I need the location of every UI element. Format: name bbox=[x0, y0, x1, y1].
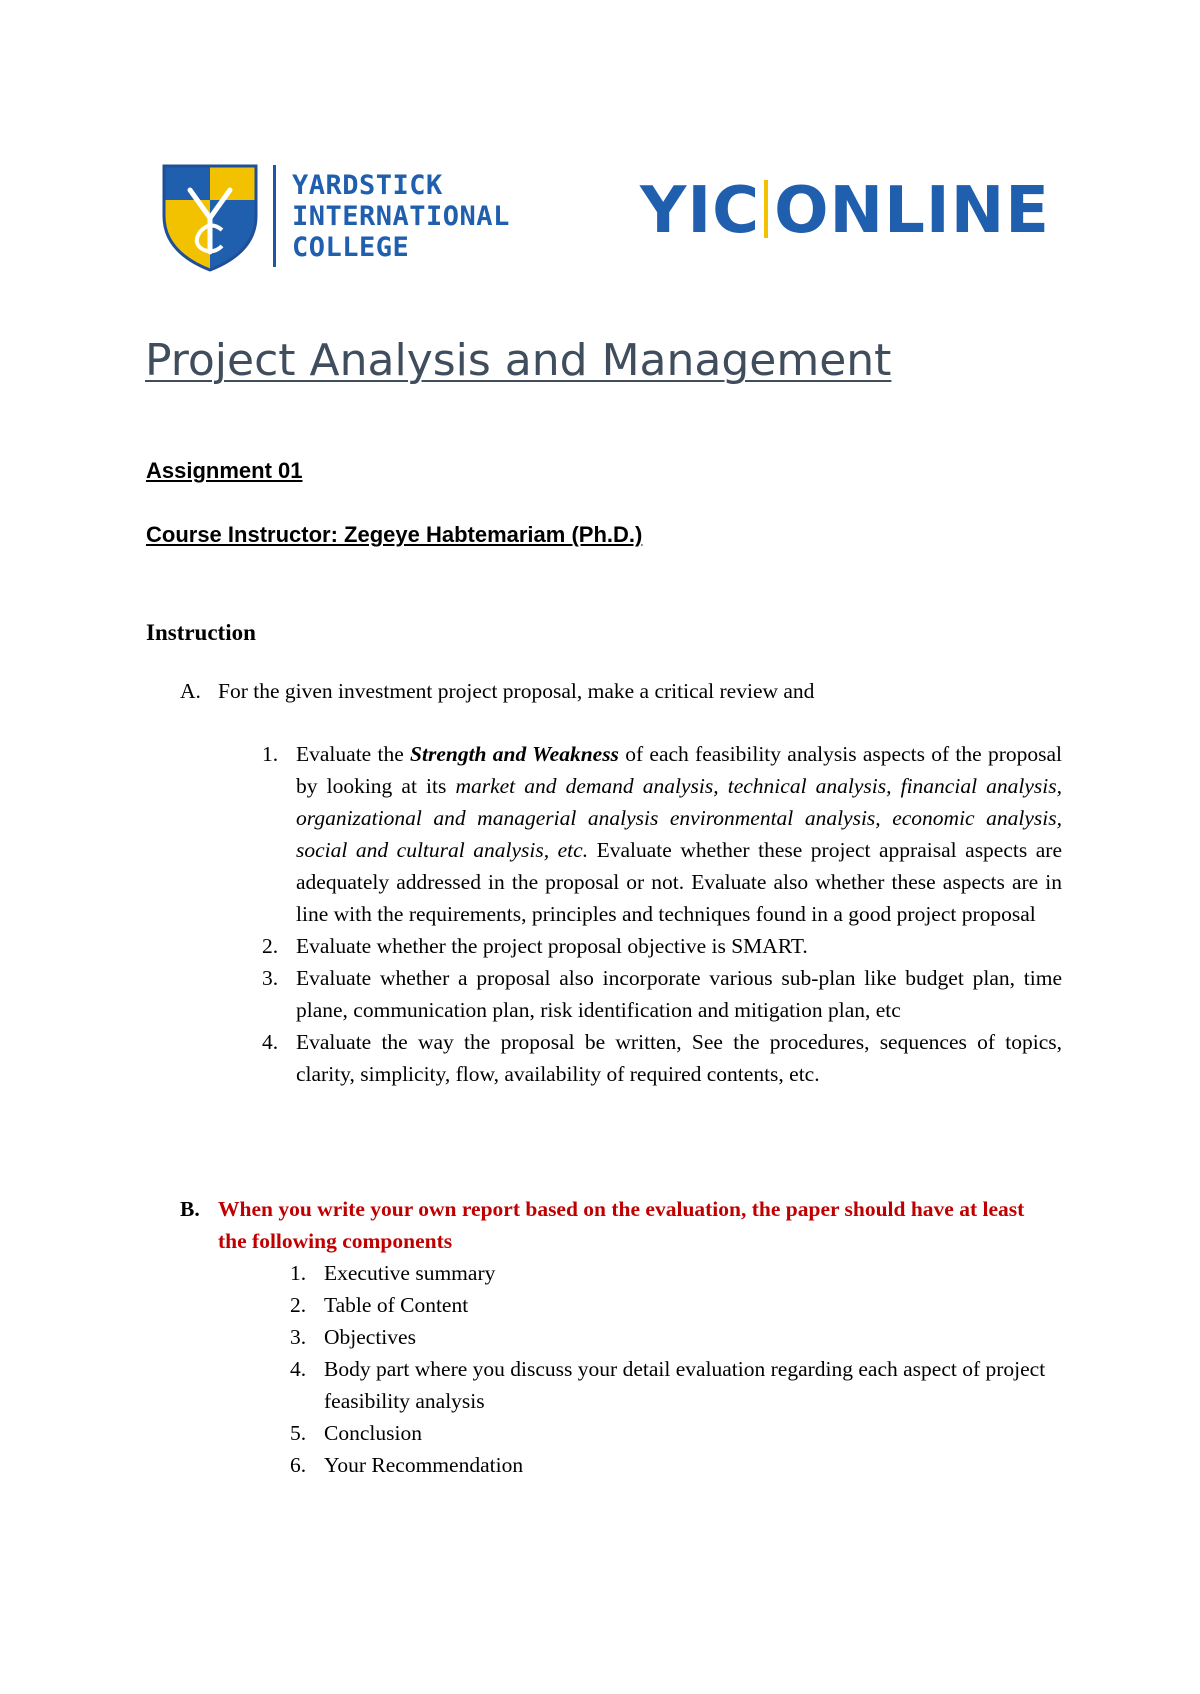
item-text: Table of Content bbox=[324, 1293, 469, 1317]
list-item bbox=[290, 1257, 1050, 1289]
item-text: Body part where you discuss your detail evaluation regarding each aspect of project feasibility analysis bbox=[324, 1357, 1046, 1413]
item-text: Objectives bbox=[324, 1325, 416, 1349]
college-name-line: COLLEGE bbox=[292, 232, 410, 263]
list-item bbox=[262, 962, 1062, 1026]
list-number: 2. bbox=[290, 1293, 307, 1317]
list-number: 1. bbox=[262, 742, 279, 766]
item-text: Conclusion bbox=[324, 1421, 422, 1445]
item-emphasis: Strength and Weakness bbox=[410, 742, 619, 766]
list-number: 2. bbox=[262, 934, 279, 958]
yic-online-logo bbox=[640, 176, 1050, 246]
item-text: Evaluate whether the project proposal objective is SMART. bbox=[296, 934, 808, 958]
brand-left: YIC bbox=[640, 174, 761, 248]
brand-right: ONLINE bbox=[774, 174, 1050, 248]
college-name bbox=[292, 170, 510, 263]
instruction-heading: Instruction bbox=[146, 620, 256, 645]
assignment-label: Assignment 01 bbox=[146, 458, 303, 483]
item-text: Evaluate the bbox=[296, 742, 411, 766]
list-item bbox=[290, 1417, 1050, 1449]
list-item bbox=[290, 1449, 1050, 1481]
item-text: Executive summary bbox=[324, 1261, 496, 1285]
item-text: Evaluate whether these project appraisal aspects are adequately addressed in the proposal or not. Evaluate also whether these aspects are in line with the requirements, principles and techniques found in a good project proposal bbox=[296, 838, 1063, 926]
section-b-marker: B. bbox=[180, 1197, 200, 1221]
brand-separator bbox=[764, 180, 768, 238]
item-text: Evaluate the way the proposal be written, See the procedures, sequences of topics, clarity, simplicity, flow, availability of required contents, etc. bbox=[296, 1030, 1062, 1086]
list-number: 3. bbox=[290, 1325, 307, 1349]
list-number: 5. bbox=[290, 1421, 307, 1445]
list-item bbox=[290, 1289, 1050, 1321]
list-number: 6. bbox=[290, 1453, 307, 1477]
college-crest-logo bbox=[160, 160, 260, 272]
college-name-line: INTERNATIONAL bbox=[292, 201, 510, 232]
list-number: 4. bbox=[262, 1030, 279, 1054]
list-number: 1. bbox=[290, 1261, 307, 1285]
list-item bbox=[262, 1026, 1062, 1090]
list-item bbox=[290, 1321, 1050, 1353]
document-title: Project Analysis and Management bbox=[145, 335, 892, 386]
college-name-line: YARDSTICK bbox=[292, 170, 443, 201]
section-a-marker: A. bbox=[180, 679, 201, 703]
instructor-label: Course Instructor: Zegeye Habtemariam (Ph.D.) bbox=[146, 522, 643, 547]
list-item bbox=[262, 930, 1062, 962]
section-b-list bbox=[290, 1257, 1050, 1481]
item-text: of each feasibility analysis aspects of the proposal by looking at its bbox=[296, 742, 1062, 798]
section-a-list bbox=[262, 738, 1062, 1090]
list-number: 4. bbox=[290, 1357, 307, 1381]
section-a-text: For the given investment project proposal, make a critical review and bbox=[218, 679, 815, 703]
section-b-text: When you write your own report based on the evaluation, the paper should have at least the following components bbox=[218, 1197, 1025, 1253]
item-text: Your Recommendation bbox=[324, 1453, 524, 1477]
item-text: Evaluate whether a proposal also incorporate various sub-plan like budget plan, time plane, communication plan, risk identification and mitigation plan, etc bbox=[296, 966, 1062, 1022]
list-item bbox=[262, 738, 1062, 930]
list-item bbox=[290, 1353, 1050, 1417]
list-number: 3. bbox=[262, 966, 279, 990]
logo-divider bbox=[273, 165, 276, 267]
item-italic: market and demand analysis, technical analysis, financial analysis, organizational and managerial analysis environmental analysis, economic analysis, social and cultural analysis, etc. bbox=[296, 774, 1062, 862]
